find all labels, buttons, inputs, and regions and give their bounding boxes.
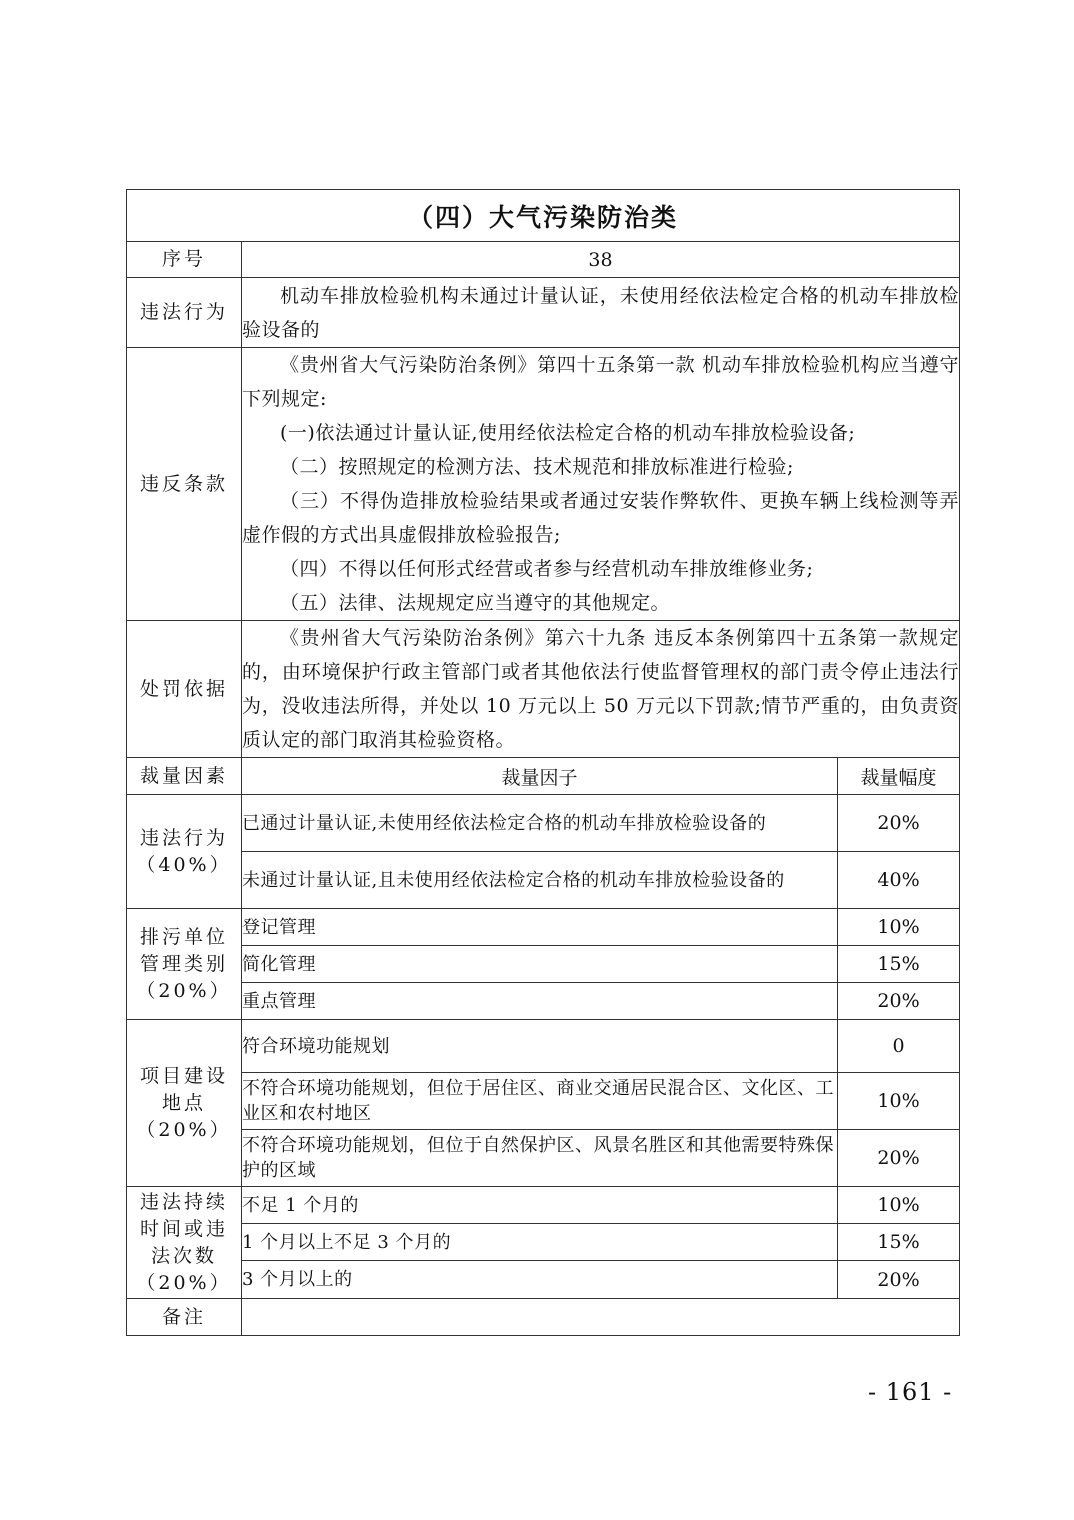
group-label-line: （20%）	[136, 1118, 232, 1141]
factor-percent: 20%	[838, 1130, 960, 1187]
remarks-value	[242, 1299, 960, 1336]
clause-paragraph: （二）按照规定的检测方法、技术规范和排放标准进行检验;	[280, 456, 794, 478]
group-label-line: （40%）	[136, 853, 232, 876]
group-label-line: 违法行为	[139, 826, 228, 849]
penalty-basis-label: 处罚依据	[127, 621, 242, 758]
factor-item: 符合环境功能规划	[242, 1020, 838, 1073]
clause-paragraph: (一)依法通过计量认证,使用经依法检定合格的机动车排放检验设备;	[280, 422, 856, 444]
remarks-label: 备注	[127, 1299, 242, 1336]
factor-percent: 10%	[838, 909, 960, 946]
clause-paragraph: 《贵州省大气污染防治条例》第四十五条第一款 机动车排放检验机构应当遵守下列规定:	[242, 354, 960, 410]
serial-label: 序号	[127, 242, 242, 278]
clause-paragraph: （五）法律、法规规定应当遵守的其他规定。	[280, 592, 671, 614]
factor-item: 3 个月以上的	[242, 1261, 838, 1299]
serial-value: 38	[242, 242, 960, 278]
page-number: - 161 -	[868, 1378, 953, 1406]
group-label-line: 管理类别	[139, 952, 228, 975]
factor-item: 简化管理	[242, 946, 838, 983]
group-label	[127, 1187, 242, 1299]
factor-percent: 15%	[838, 1224, 960, 1261]
group-label-line: （20%）	[136, 1271, 232, 1294]
factor-item: 不符合环境功能规划，但位于自然保护区、风景名胜区和其他需要特殊保护的区域	[242, 1130, 838, 1187]
group-label-line: 时间或违	[139, 1217, 228, 1240]
group-label-line: 排污单位	[139, 925, 228, 948]
violation-text: 机动车排放检验机构未通过计量认证，未使用经依法检定合格的机动车排放检验设备的	[242, 284, 960, 341]
factor-percent: 20%	[838, 1261, 960, 1299]
violated-clauses-cell	[242, 348, 960, 621]
clause-paragraph: （四）不得以任何形式经营或者参与经营机动车排放维修业务;	[280, 558, 814, 580]
factor-column-header: 裁量因素	[127, 758, 242, 795]
factor-percent: 0	[838, 1020, 960, 1073]
range-column-header: 裁量幅度	[838, 758, 960, 795]
group-label-line: 法次数	[150, 1244, 217, 1267]
factor-item: 已通过计量认证,未使用经依法检定合格的机动车排放检验设备的	[242, 795, 838, 852]
violation-label: 违法行为	[127, 278, 242, 348]
factor-percent: 20%	[838, 795, 960, 852]
group-label-line: （20%）	[136, 979, 232, 1002]
factor-percent: 10%	[838, 1073, 960, 1130]
item-column-header: 裁量因子	[242, 758, 838, 795]
group-label	[127, 1020, 242, 1187]
clause-paragraph: （三）不得伪造排放检验结果或者通过安装作弊软件、更换车辆上线检测等弄虚作假的方式出具虚假排放检验报告;	[242, 490, 960, 546]
factor-item: 登记管理	[242, 909, 838, 946]
factor-item: 未通过计量认证,且未使用经依法检定合格的机动车排放检验设备的	[242, 852, 838, 909]
factor-item: 重点管理	[242, 983, 838, 1020]
factor-percent: 40%	[838, 852, 960, 909]
group-label-line: 项目建设	[139, 1064, 228, 1087]
factor-item: 不符合环境功能规划，但位于居住区、商业交通居民混合区、文化区、工业区和农村地区	[242, 1073, 838, 1130]
penalty-table	[126, 189, 960, 1336]
penalty-basis-text: 《贵州省大气污染防治条例》第六十九条 违反本条例第四十五条第一款规定的，由环境保护行政主管部门或者其他依法行使监督管理权的部门责令停止违法行为，没收违法所得，并处以 10 万元以上 50 万元以下罚款;情节严重的，由负责资质认定的部门取消其检验资格。	[242, 627, 960, 751]
factor-percent: 20%	[838, 983, 960, 1020]
group-label-line: 地点	[161, 1091, 206, 1114]
group-label	[127, 795, 242, 909]
factor-item: 不足 1 个月的	[242, 1187, 838, 1224]
table-title: （四）大气污染防治类	[127, 190, 960, 242]
group-label-line: 违法持续	[139, 1190, 228, 1213]
factor-percent: 10%	[838, 1187, 960, 1224]
factor-item: 1 个月以上不足 3 个月的	[242, 1224, 838, 1261]
group-label	[127, 909, 242, 1020]
violated-clauses-label: 违反条款	[127, 348, 242, 621]
violation-text-cell	[242, 278, 960, 348]
penalty-basis-cell	[242, 621, 960, 758]
factor-percent: 15%	[838, 946, 960, 983]
